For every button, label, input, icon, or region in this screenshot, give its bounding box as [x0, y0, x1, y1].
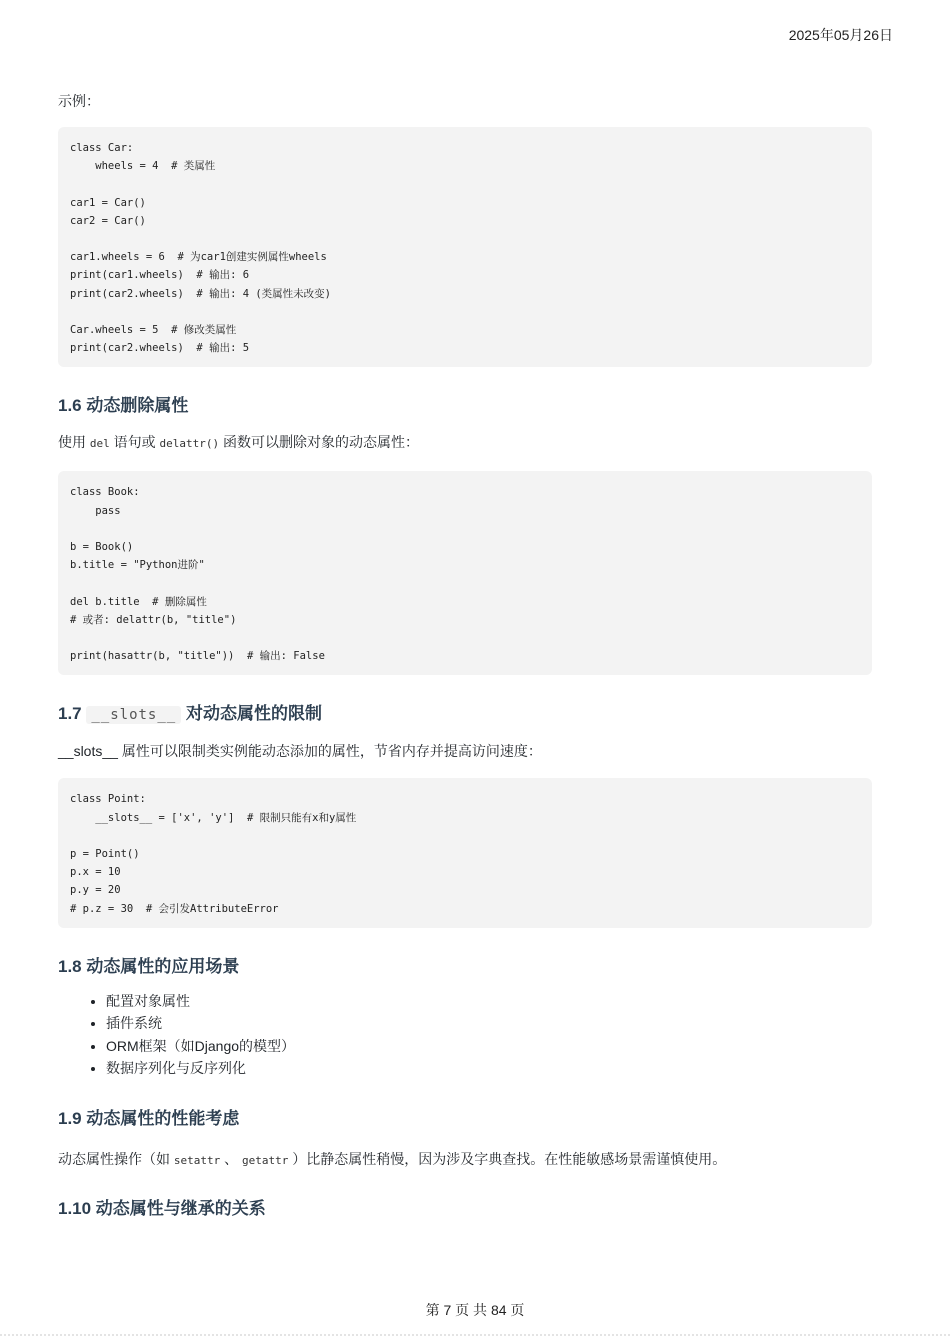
text: 语句或: [109, 434, 160, 451]
footer-divider: [0, 1334, 950, 1336]
text: ）比静态属性稍慢，因为涉及字典查找。在性能敏感场景需谨慎使用。: [288, 1150, 727, 1167]
list-item: • ORM框架（如Django的模型）: [106, 1035, 872, 1058]
use-case-list: [58, 990, 872, 1080]
text: 、: [220, 1150, 243, 1167]
paragraph-1-9: [58, 1148, 872, 1172]
heading-1-8: 1.8 动态属性的应用场景: [58, 956, 240, 976]
heading-1-10: 1.10 动态属性与继承的关系: [58, 1198, 266, 1218]
list-item: • 数据序列化与反序列化: [106, 1057, 872, 1080]
heading-1-9: 1.9 动态属性的性能考虑: [58, 1108, 240, 1128]
text: 函数可以删除对象的动态属性：: [219, 434, 420, 451]
paragraph-1-6: [58, 431, 872, 455]
paragraph-1-7: __slots__ 属性可以限制类实例能动态添加的属性，节省内存并提高访问速度：: [58, 743, 542, 760]
code-block-car: class Car: wheels = 4 # 类属性 car1 = Car() car2 = Car() car1.wheels = 6 # 为car1创建实例属性wheels print(car1.wheels) # 输出: 6 print(car2.wheels) # 输出: 4 (类属性未改变) Car.wheels = 5 # 修改类属性 print(car2.wheels) # 输出: 5: [58, 127, 872, 367]
code-block-point: class Point: __slots__ = ['x', 'y'] # 限制只能有x和y属性 p = Point() p.x = 10 p.y = 20 # p.z = 30 # 会引发AttributeError: [58, 778, 872, 927]
heading-1-7: [58, 701, 872, 728]
document-content: [58, 90, 872, 1222]
inline-code-setattr: setattr: [173, 1153, 221, 1167]
list-item: • 插件系统: [106, 1012, 872, 1035]
list-item: • 配置对象属性: [106, 990, 872, 1013]
heading-1-6: 1.6 动态删除属性: [58, 396, 189, 416]
inline-code-del: del: [89, 437, 110, 451]
document-date: 2025年05月26日: [788, 27, 893, 43]
text: 动态属性操作（如: [58, 1150, 174, 1167]
inline-code-delattr: delattr(): [159, 437, 220, 451]
page-number: 第 7 页 共 84 页: [425, 1302, 525, 1318]
inline-code-getattr: getattr: [242, 1153, 289, 1167]
heading-text: 对动态属性的限制: [181, 704, 322, 724]
code-block-book: class Book: pass b = Book() b.title = "Python进阶" del b.title # 删除属性 # 或者: delattr(b, "title") print(hasattr(b, "title")) # 输出: False: [58, 471, 872, 675]
heading-text: 1.7: [58, 704, 87, 724]
text: 使用: [58, 434, 90, 451]
example-label: 示例：: [58, 93, 100, 109]
heading-inline-code-slots: __slots__: [86, 706, 181, 724]
